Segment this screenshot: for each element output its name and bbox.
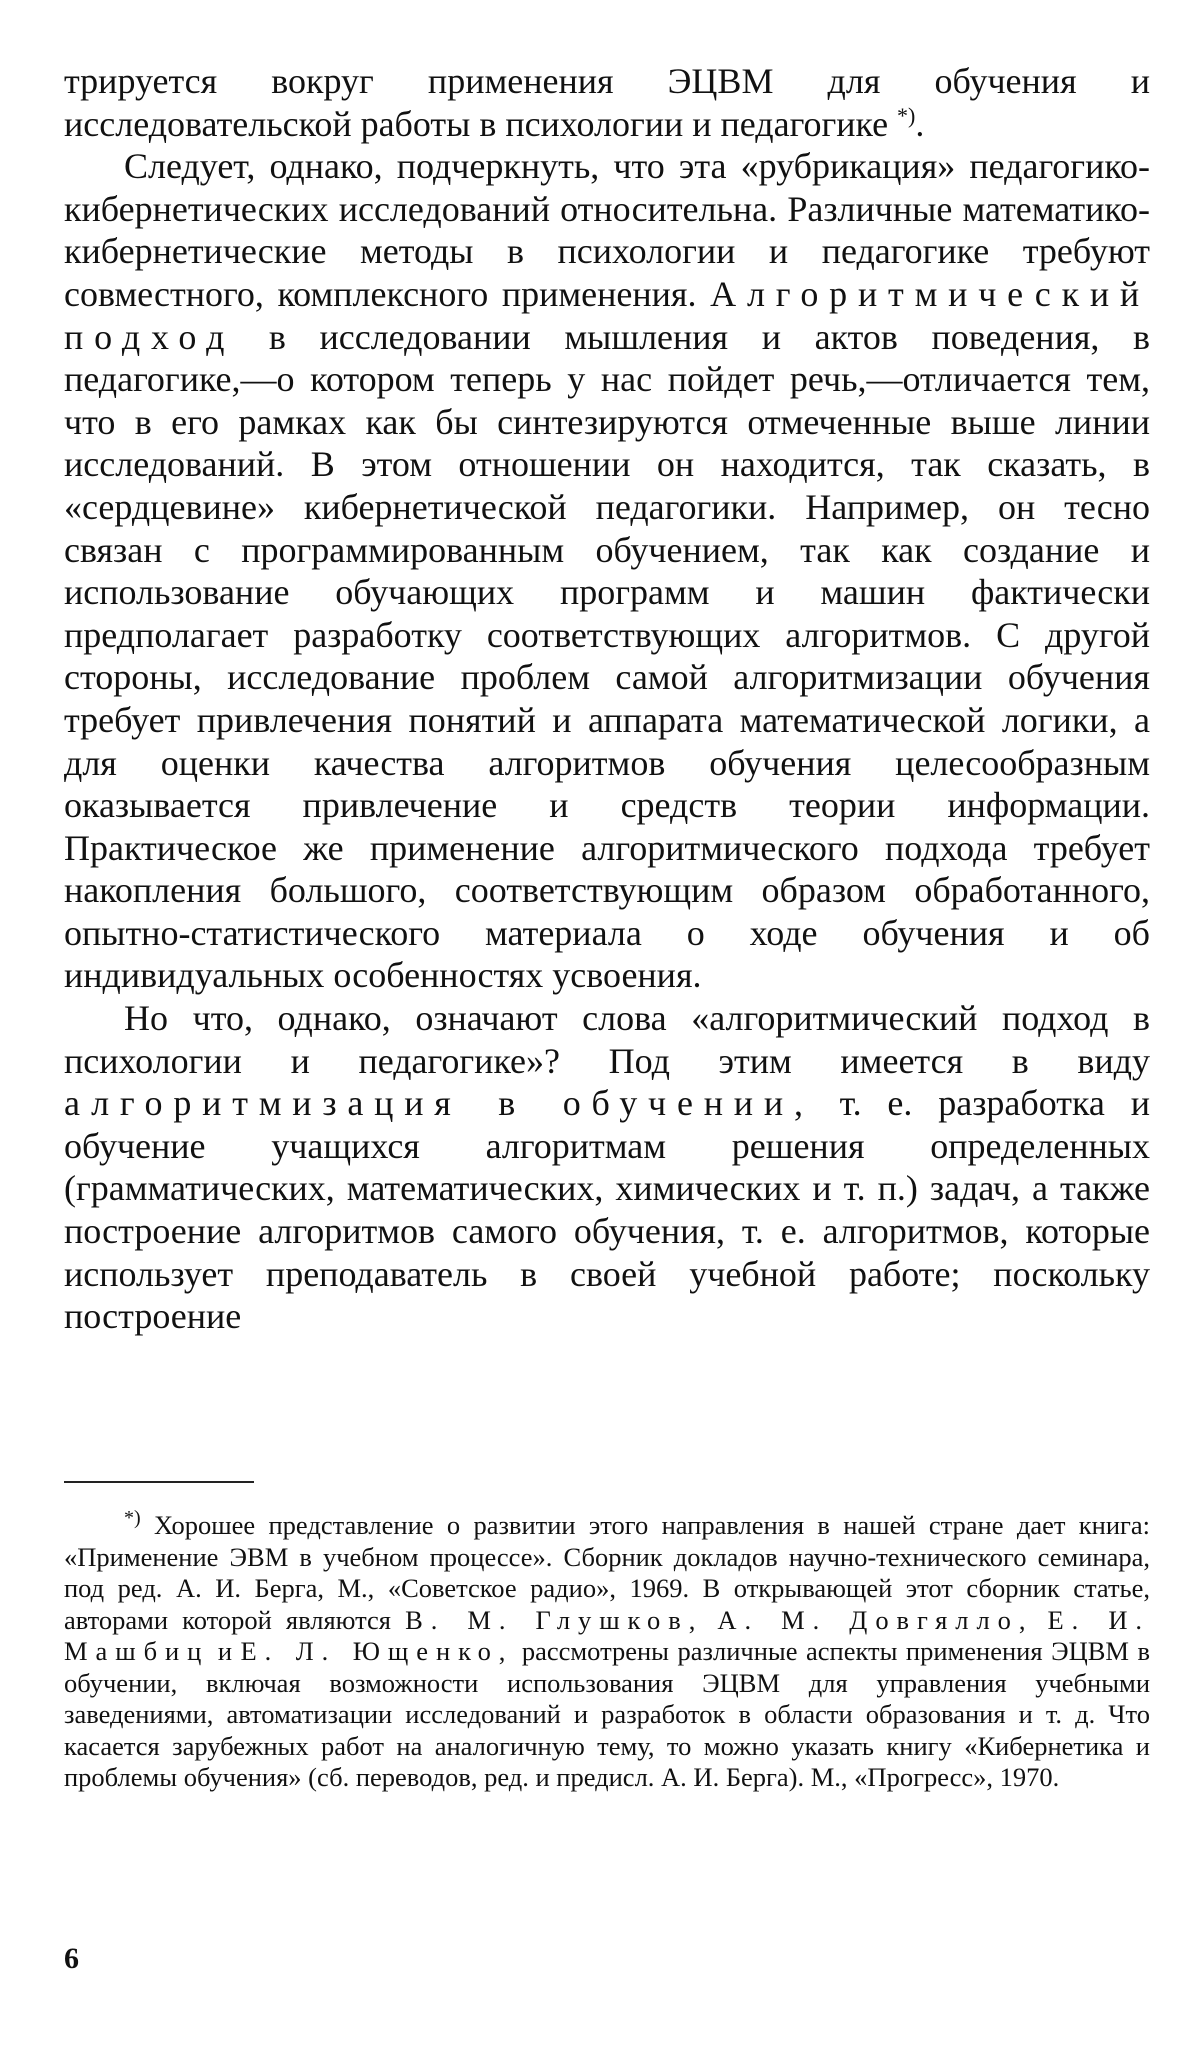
paragraph-3-part2: т. е. разработка и обучение учащихся алгоритмам решения определенных (грамматических, математических, химических и т. п.) задач, а также построение алгоритмов самого обучения, т. е. алгоритмов, которые использует преподаватель в своей учебной работе; поскольку построение	[64, 1083, 1150, 1337]
footnote-marker: *)	[124, 1507, 141, 1530]
paragraph-2-part1: Следует, однако, подчеркнуть, что эта «рубрикация» педагогико-кибернетических исследований относительна. Различные математико-кибернетические методы в психологии и педагогике требуют совместного, комплексного применения.	[64, 146, 1150, 314]
paragraph-2-emphasis: Алгоритмический подход	[64, 273, 1150, 357]
footnote-part2: рассмотрены различные аспекты применения ЭЦВМ в обучении, включая возможности использования ЭЦВМ для управления учебными заведениями, автоматизации исследований и разработок в области образования и т. д. Что касается зарубежных работ на аналогичную тему, то можно указать книгу «Кибернетика и проблемы обучения» (сб. переводов, ред. и предисл. А. И. Берга). М., «Прогресс», 1970.	[64, 1636, 1150, 1792]
footnote-divider	[64, 1481, 254, 1483]
paragraph-3	[64, 997, 1150, 1338]
footnote-author-3: Е. И. Машбиц	[64, 1604, 1150, 1666]
page-number: 6	[64, 1942, 79, 1975]
footnote-reference[interactable]: *)	[897, 102, 916, 128]
footnote-author-4: Е. Л. Ющенко,	[240, 1636, 514, 1666]
paragraph-3-emphasis: алгоритмизация в обучении,	[64, 1083, 814, 1124]
paragraph-1-text: трируется вокруг применения ЭЦВМ для обучения и исследовательской работы в психологии и педагогике	[64, 61, 1150, 144]
footnote-conjunction: и	[217, 1636, 232, 1666]
footnote	[64, 1507, 1150, 1794]
footnote-author-1: В. М. Глушков,	[405, 1604, 704, 1635]
body-text	[64, 60, 1150, 1338]
paragraph-2-part2: в исследовании мышления и актов поведения, в педагогике,—о котором теперь у нас пойдет речь,—отличается тем, что в его рамках как бы синтезируются отмеченные выше линии исследований. В этом отношении он находится, так сказать, в «сердцевине» кибернетической педагогики. Например, он тесно связан с программированным обучением, так как создание и использование обучающих программ и машин фактически предполагает разработку соответствующих алгоритмов. С другой стороны, исследование проблем самой алгоритмизации обучения требует привлечения понятий и аппарата математической логики, а для оценки качества алгоритмов обучения целесообразным оказывается привлечение и средств теории информации. Практическое же применение алгоритмического подхода требует накопления большого, соответствующим образом обработанного, опытно-статистического материала о ходе обучения и об индивидуальных особенностях усвоения.	[64, 316, 1151, 996]
paragraph-1	[64, 60, 1150, 145]
footnote-text	[64, 1507, 1150, 1794]
paragraph-3-part1: Но что, однако, означают слова «алгоритмический подход в психологии и педагогике»? Под этим имеется в виду	[64, 998, 1150, 1081]
paragraph-1-tail: .	[915, 103, 925, 144]
footnote-author-2: А. М. Довгялло,	[717, 1604, 1034, 1635]
footnote-part1: Хорошее представление о развитии этого направления в нашей стране дает книга: «Применение ЭВМ в учебном процессе». Сборник докладов научно-технического семинара, под ред. А. И. Берга, М., «Советское радио», 1969. В открывающей этот сборник статье, авторами которой являются	[64, 1510, 1150, 1635]
paragraph-2	[64, 145, 1150, 997]
